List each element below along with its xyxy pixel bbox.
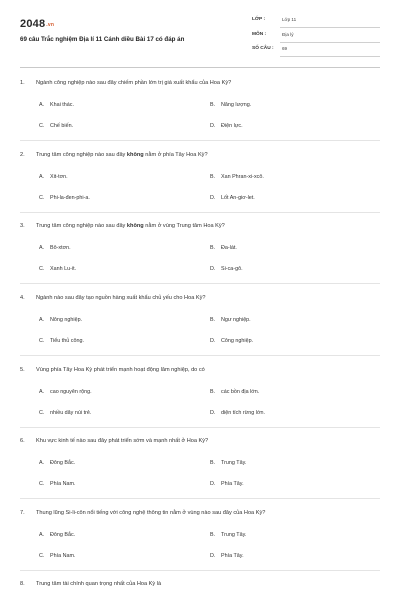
- question-divider: [20, 427, 380, 428]
- option-a[interactable]: A. Khai thác.: [39, 102, 74, 108]
- option-a[interactable]: A. Đông Bắc.: [39, 532, 76, 538]
- meta-grade-line: [280, 27, 380, 28]
- option-d[interactable]: D. Si-ca-gô.: [210, 266, 243, 272]
- option-c[interactable]: C. Phi-la-đen-phi-a.: [39, 195, 90, 201]
- option-text: Lốt An-giơ-let.: [221, 195, 255, 201]
- question-text: [20, 80, 231, 86]
- option-text: Trung Tây.: [221, 460, 247, 466]
- question-text: [20, 581, 161, 587]
- header-divider: [20, 67, 380, 68]
- option-d[interactable]: D. Điện lực.: [210, 123, 243, 129]
- option-text: cao nguyên rộng.: [50, 389, 92, 395]
- meta-count: [252, 43, 380, 59]
- logo-suffix: .vn: [46, 22, 55, 28]
- question-text: [20, 438, 208, 444]
- option-text: nhiều dãy núi trẻ.: [50, 410, 92, 416]
- option-text: Nông nghiệp.: [50, 317, 83, 323]
- option-text: diện tích rừng lớn.: [221, 410, 266, 416]
- question-number: 7.: [20, 510, 25, 516]
- question-number: 3.: [20, 223, 25, 229]
- worksheet-header: [0, 0, 400, 78]
- option-text: Chế biến.: [50, 123, 74, 129]
- option-a[interactable]: A. Nông nghiệp.: [39, 317, 83, 323]
- question-divider: [20, 212, 380, 213]
- question-divider: [20, 283, 380, 284]
- option-text: Phía Tây.: [221, 553, 244, 559]
- question-number: 2.: [20, 152, 25, 158]
- logo-text: 2048: [20, 18, 46, 30]
- option-text: Ngư nghiệp.: [221, 317, 251, 323]
- question-pre: Trung tâm công nghiệp nào sau đây: [36, 223, 127, 229]
- meta-subject-label: MÔN :: [252, 32, 267, 37]
- option-text: Điện lực.: [221, 123, 243, 129]
- option-c[interactable]: C. Xanh Lu-it.: [39, 266, 77, 272]
- question-pre: Thung lũng Si-li-côn nổi tiếng với công nghệ thông tin nằm ở vùng nào sau đây của Hoa Kỳ?: [36, 510, 266, 516]
- meta-grade-label: LỚP :: [252, 17, 266, 22]
- option-text: Si-ca-gô.: [221, 266, 243, 272]
- question-text: [20, 223, 225, 229]
- question-number: 5.: [20, 367, 25, 373]
- option-text: Phía Nam.: [50, 553, 76, 559]
- option-b[interactable]: B. Xan Phran-xi-xcô.: [210, 174, 264, 180]
- option-text: các bồn địa lớn.: [221, 389, 260, 395]
- option-d[interactable]: D. Lốt An-giơ-let.: [210, 195, 255, 201]
- question-bold: không: [126, 223, 144, 229]
- meta-grade: [252, 14, 380, 30]
- question-pre: Trung tâm tài chính quan trọng nhất của Hoa Kỳ là: [36, 581, 162, 587]
- question-divider: [20, 498, 380, 499]
- document-title: 69 câu Trắc nghiệm Địa lí 11 Cánh diều Bài 17 có đáp án: [20, 36, 185, 43]
- meta-count-line: [280, 56, 380, 57]
- meta-count-value: 69: [282, 46, 288, 51]
- question-divider: [20, 355, 380, 356]
- meta-count-label: SỐ CÂU :: [252, 46, 274, 51]
- site-logo[interactable]: [20, 18, 54, 30]
- option-text: Tiểu thủ công.: [50, 338, 84, 344]
- option-b[interactable]: B. Năng lượng.: [210, 102, 252, 108]
- option-c[interactable]: C. Phía Nam.: [39, 553, 76, 559]
- question-bold: không: [126, 152, 144, 158]
- meta-grade-value: Lớp 11: [282, 17, 297, 22]
- meta-subject-value: Địa lý: [282, 32, 294, 37]
- option-text: Công nghiệp.: [221, 338, 254, 344]
- question-pre: Trung tâm công nghiệp nào sau đây: [36, 152, 127, 158]
- option-a[interactable]: A. Đông Bắc.: [39, 460, 76, 466]
- question-post: nằm ở phía Tây Hoa Kỳ?: [143, 152, 208, 158]
- question-divider: [20, 570, 380, 571]
- option-b[interactable]: B. Ngư nghiệp.: [210, 317, 251, 323]
- question-divider: [20, 140, 380, 141]
- question-pre: Vùng phía Tây Hoa Kỳ phát triển mạnh hoạt động lâm nghiệp, do có: [36, 367, 205, 373]
- option-text: Đông Bắc.: [50, 532, 76, 538]
- option-d[interactable]: D. Phía Tây.: [210, 481, 244, 487]
- question-text: [20, 295, 206, 301]
- option-b[interactable]: B. Đa-lát.: [210, 245, 237, 251]
- question-text: [20, 152, 208, 158]
- option-text: Trung Tây.: [221, 532, 247, 538]
- option-text: Phía Nam.: [50, 481, 76, 487]
- question-text: [20, 367, 205, 373]
- option-b[interactable]: B. Trung Tây.: [210, 532, 247, 538]
- option-text: Bô-xtơn.: [50, 245, 71, 251]
- option-text: Xanh Lu-it.: [50, 266, 77, 272]
- question-pre: Ngành nào sau đây tạo nguồn hàng xuất khẩu chủ yếu cho Hoa Kỳ?: [36, 295, 206, 301]
- option-text: Xan Phran-xi-xcô.: [221, 174, 264, 180]
- option-c[interactable]: C. Phía Nam.: [39, 481, 76, 487]
- question-number: 4.: [20, 295, 25, 301]
- option-d[interactable]: D. Phía Tây.: [210, 553, 244, 559]
- option-d[interactable]: D. Công nghiệp.: [210, 338, 254, 344]
- option-b[interactable]: B. Trung Tây.: [210, 460, 247, 466]
- option-a[interactable]: A. Xit-tơn.: [39, 174, 68, 180]
- option-text: Phi-la-đen-phi-a.: [50, 195, 90, 201]
- question-text: [20, 510, 265, 516]
- option-c[interactable]: C. Tiểu thủ công.: [39, 338, 84, 344]
- option-text: Xit-tơn.: [50, 174, 68, 180]
- question-number: 6.: [20, 438, 25, 444]
- question-pre: Khu vực kinh tế nào sau đây phát triển sớm và mạnh nhất ở Hoa Kỳ?: [36, 438, 209, 444]
- option-text: Đông Bắc.: [50, 460, 76, 466]
- option-b[interactable]: B. các bồn địa lớn.: [210, 389, 260, 395]
- option-d[interactable]: D. diện tích rừng lớn.: [210, 410, 266, 416]
- option-a[interactable]: A. cao nguyên rộng.: [39, 389, 92, 395]
- question-post: nằm ở vùng Trung tâm Hoa Kỳ?: [143, 223, 225, 229]
- option-c[interactable]: C. Chế biến.: [39, 123, 74, 129]
- question-number: 8.: [20, 581, 25, 587]
- option-a[interactable]: A. Bô-xtơn.: [39, 245, 71, 251]
- option-text: Khai thác.: [50, 102, 74, 108]
- option-text: Đa-lát.: [221, 245, 237, 251]
- question-pre: Ngành công nghiệp nào sau đây chiếm phần lớn trị giá xuất khẩu của Hoa Kỳ?: [36, 80, 232, 86]
- option-c[interactable]: C. nhiều dãy núi trẻ.: [39, 410, 92, 416]
- option-text: Năng lượng.: [221, 102, 252, 108]
- question-number: 1.: [20, 80, 25, 86]
- option-text: Phía Tây.: [221, 481, 244, 487]
